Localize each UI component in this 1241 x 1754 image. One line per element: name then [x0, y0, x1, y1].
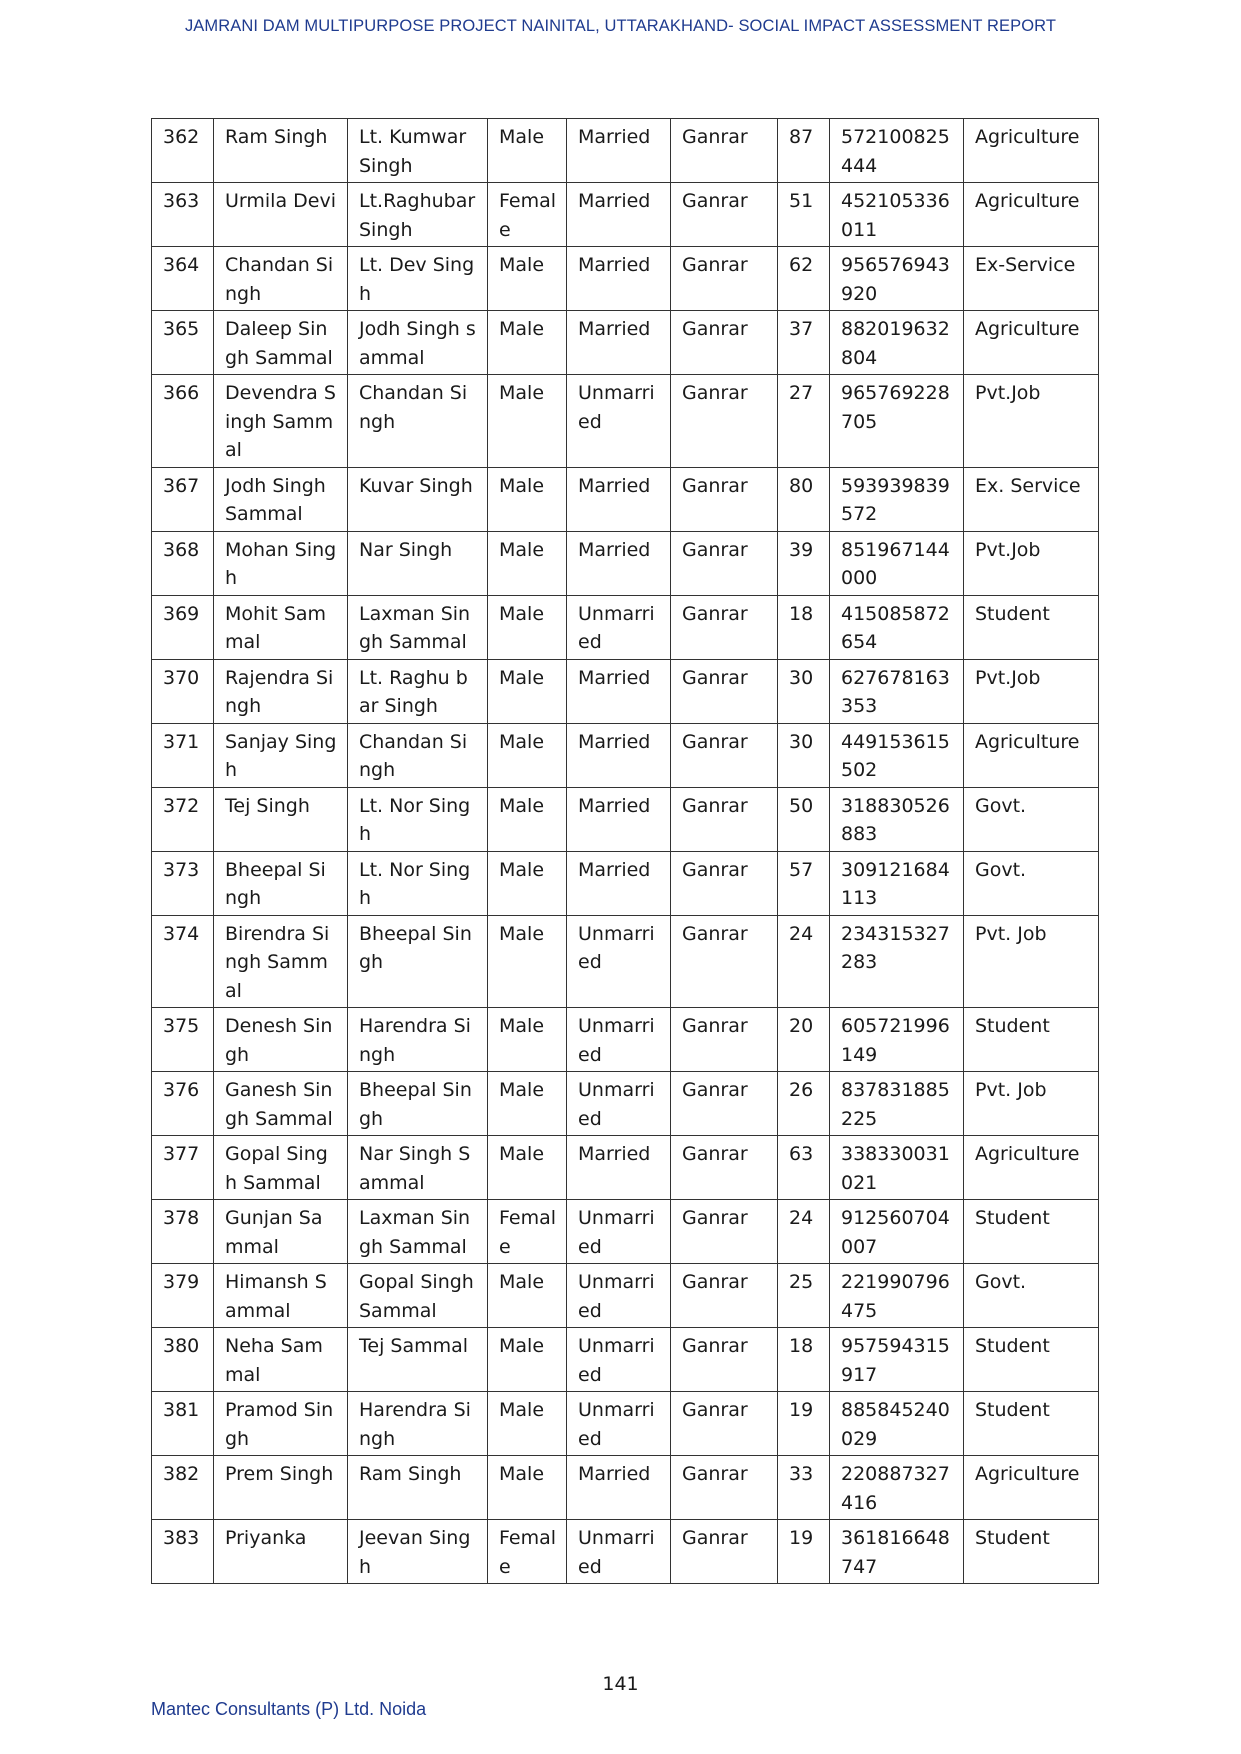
- father-name-cell: Lt. Nor Singh: [348, 851, 488, 915]
- occupation-cell: Agriculture: [964, 183, 1099, 247]
- table-row: [152, 787, 1099, 851]
- serial-number-cell: 368: [152, 531, 214, 595]
- sex-cell: Male: [488, 659, 567, 723]
- name-cell: Himansh Sammal: [214, 1264, 348, 1328]
- occupation-cell: Govt.: [964, 851, 1099, 915]
- father-name-cell: Tej Sammal: [348, 1328, 488, 1392]
- age-cell: 39: [778, 531, 830, 595]
- age-cell: 87: [778, 119, 830, 183]
- table-row: [152, 1392, 1099, 1456]
- age-cell: 62: [778, 247, 830, 311]
- marital-status-cell: Married: [567, 119, 671, 183]
- marital-status-cell: Married: [567, 183, 671, 247]
- father-name-cell: Harendra Singh: [348, 1008, 488, 1072]
- id-number-cell: 837831885225: [830, 1072, 964, 1136]
- id-number-cell: 572100825444: [830, 119, 964, 183]
- sex-cell: Male: [488, 595, 567, 659]
- marital-status-cell: Unmarried: [567, 375, 671, 468]
- occupation-cell: Pvt.Job: [964, 659, 1099, 723]
- serial-number-cell: 362: [152, 119, 214, 183]
- marital-status-cell: Married: [567, 531, 671, 595]
- serial-number-cell: 381: [152, 1392, 214, 1456]
- name-cell: Birendra Singh Sammal: [214, 915, 348, 1008]
- sex-cell: Male: [488, 247, 567, 311]
- father-name-cell: Jodh Singh sammal: [348, 311, 488, 375]
- table-row: [152, 1328, 1099, 1392]
- occupation-cell: Govt.: [964, 787, 1099, 851]
- father-name-cell: Bheepal Singh: [348, 1072, 488, 1136]
- age-cell: 18: [778, 595, 830, 659]
- serial-number-cell: 383: [152, 1520, 214, 1584]
- occupation-cell: Agriculture: [964, 1136, 1099, 1200]
- table-row: [152, 375, 1099, 468]
- occupation-cell: Pvt.Job: [964, 531, 1099, 595]
- marital-status-cell: Unmarried: [567, 1264, 671, 1328]
- occupation-cell: Agriculture: [964, 119, 1099, 183]
- table-row: [152, 247, 1099, 311]
- report-header: JAMRANI DAM MULTIPURPOSE PROJECT NAINITAL, UTTARAKHAND- SOCIAL IMPACT ASSESSMENT REPORT: [184, 17, 1057, 35]
- village-cell: Ganrar: [671, 119, 778, 183]
- father-name-cell: Jeevan Singh: [348, 1520, 488, 1584]
- marital-status-cell: Unmarried: [567, 1072, 671, 1136]
- serial-number-cell: 371: [152, 723, 214, 787]
- table-row: [152, 1520, 1099, 1584]
- serial-number-cell: 377: [152, 1136, 214, 1200]
- occupation-cell: Pvt. Job: [964, 1072, 1099, 1136]
- marital-status-cell: Married: [567, 851, 671, 915]
- village-cell: Ganrar: [671, 1136, 778, 1200]
- age-cell: 30: [778, 723, 830, 787]
- id-number-cell: 449153615502: [830, 723, 964, 787]
- id-number-cell: 234315327283: [830, 915, 964, 1008]
- id-number-cell: 956576943920: [830, 247, 964, 311]
- marital-status-cell: Married: [567, 1136, 671, 1200]
- father-name-cell: Kuvar Singh: [348, 467, 488, 531]
- father-name-cell: Gopal Singh Sammal: [348, 1264, 488, 1328]
- table-row: [152, 723, 1099, 787]
- id-number-cell: 415085872654: [830, 595, 964, 659]
- survey-table-container: [151, 118, 1099, 1584]
- sex-cell: Male: [488, 915, 567, 1008]
- name-cell: Neha Sammal: [214, 1328, 348, 1392]
- table-row: [152, 1008, 1099, 1072]
- village-cell: Ganrar: [671, 1072, 778, 1136]
- age-cell: 19: [778, 1520, 830, 1584]
- name-cell: Sanjay Singh: [214, 723, 348, 787]
- sex-cell: Male: [488, 1072, 567, 1136]
- sex-cell: Male: [488, 787, 567, 851]
- sex-cell: Male: [488, 1264, 567, 1328]
- id-number-cell: 221990796475: [830, 1264, 964, 1328]
- sex-cell: Female: [488, 1520, 567, 1584]
- sex-cell: Male: [488, 1008, 567, 1072]
- age-cell: 80: [778, 467, 830, 531]
- occupation-cell: Student: [964, 595, 1099, 659]
- name-cell: Priyanka: [214, 1520, 348, 1584]
- sex-cell: Male: [488, 375, 567, 468]
- serial-number-cell: 373: [152, 851, 214, 915]
- village-cell: Ganrar: [671, 851, 778, 915]
- age-cell: 33: [778, 1456, 830, 1520]
- village-cell: Ganrar: [671, 467, 778, 531]
- village-cell: Ganrar: [671, 1392, 778, 1456]
- table-row: [152, 1200, 1099, 1264]
- village-cell: Ganrar: [671, 915, 778, 1008]
- sex-cell: Male: [488, 119, 567, 183]
- village-cell: Ganrar: [671, 595, 778, 659]
- name-cell: Daleep Singh Sammal: [214, 311, 348, 375]
- serial-number-cell: 380: [152, 1328, 214, 1392]
- serial-number-cell: 378: [152, 1200, 214, 1264]
- page-number: 141: [602, 1673, 639, 1695]
- serial-number-cell: 376: [152, 1072, 214, 1136]
- sex-cell: Male: [488, 723, 567, 787]
- sex-cell: Male: [488, 311, 567, 375]
- id-number-cell: 593939839572: [830, 467, 964, 531]
- village-cell: Ganrar: [671, 531, 778, 595]
- name-cell: Bheepal Singh: [214, 851, 348, 915]
- occupation-cell: Govt.: [964, 1264, 1099, 1328]
- sex-cell: Female: [488, 183, 567, 247]
- sex-cell: Male: [488, 467, 567, 531]
- serial-number-cell: 379: [152, 1264, 214, 1328]
- occupation-cell: Student: [964, 1392, 1099, 1456]
- id-number-cell: 965769228705: [830, 375, 964, 468]
- age-cell: 37: [778, 311, 830, 375]
- occupation-cell: Agriculture: [964, 723, 1099, 787]
- father-name-cell: Harendra Singh: [348, 1392, 488, 1456]
- age-cell: 51: [778, 183, 830, 247]
- name-cell: Ganesh Singh Sammal: [214, 1072, 348, 1136]
- serial-number-cell: 364: [152, 247, 214, 311]
- sex-cell: Male: [488, 851, 567, 915]
- father-name-cell: Lt. Dev Singh: [348, 247, 488, 311]
- father-name-cell: Nar Singh: [348, 531, 488, 595]
- father-name-cell: Laxman Singh Sammal: [348, 595, 488, 659]
- sex-cell: Male: [488, 1392, 567, 1456]
- father-name-cell: Ram Singh: [348, 1456, 488, 1520]
- marital-status-cell: Unmarried: [567, 915, 671, 1008]
- serial-number-cell: 363: [152, 183, 214, 247]
- occupation-cell: Ex-Service: [964, 247, 1099, 311]
- age-cell: 26: [778, 1072, 830, 1136]
- age-cell: 50: [778, 787, 830, 851]
- village-cell: Ganrar: [671, 1008, 778, 1072]
- id-number-cell: 220887327416: [830, 1456, 964, 1520]
- father-name-cell: Laxman Singh Sammal: [348, 1200, 488, 1264]
- table-row: [152, 119, 1099, 183]
- occupation-cell: Pvt.Job: [964, 375, 1099, 468]
- table-row: [152, 467, 1099, 531]
- table-row: [152, 1264, 1099, 1328]
- father-name-cell: Nar Singh Sammal: [348, 1136, 488, 1200]
- serial-number-cell: 367: [152, 467, 214, 531]
- father-name-cell: Lt.Raghubar Singh: [348, 183, 488, 247]
- father-name-cell: Lt. Kumwar Singh: [348, 119, 488, 183]
- footer-company: Mantec Consultants (P) Ltd. Noida: [151, 1699, 427, 1719]
- table-row: [152, 531, 1099, 595]
- marital-status-cell: Married: [567, 723, 671, 787]
- father-name-cell: Chandan Singh: [348, 375, 488, 468]
- survey-table-body: [152, 119, 1099, 1584]
- village-cell: Ganrar: [671, 723, 778, 787]
- name-cell: Mohan Singh: [214, 531, 348, 595]
- sex-cell: Male: [488, 1136, 567, 1200]
- id-number-cell: 912560704007: [830, 1200, 964, 1264]
- id-number-cell: 627678163353: [830, 659, 964, 723]
- table-row: [152, 915, 1099, 1008]
- id-number-cell: 318830526883: [830, 787, 964, 851]
- father-name-cell: Chandan Singh: [348, 723, 488, 787]
- occupation-cell: Agriculture: [964, 1456, 1099, 1520]
- marital-status-cell: Unmarried: [567, 1328, 671, 1392]
- marital-status-cell: Unmarried: [567, 595, 671, 659]
- village-cell: Ganrar: [671, 659, 778, 723]
- father-name-cell: Lt. Raghu bar Singh: [348, 659, 488, 723]
- father-name-cell: Bheepal Singh: [348, 915, 488, 1008]
- marital-status-cell: Unmarried: [567, 1008, 671, 1072]
- id-number-cell: 338330031021: [830, 1136, 964, 1200]
- serial-number-cell: 370: [152, 659, 214, 723]
- sex-cell: Female: [488, 1200, 567, 1264]
- table-row: [152, 1072, 1099, 1136]
- age-cell: 25: [778, 1264, 830, 1328]
- table-row: [152, 1456, 1099, 1520]
- name-cell: Gunjan Sammal: [214, 1200, 348, 1264]
- age-cell: 27: [778, 375, 830, 468]
- serial-number-cell: 375: [152, 1008, 214, 1072]
- occupation-cell: Pvt. Job: [964, 915, 1099, 1008]
- age-cell: 24: [778, 1200, 830, 1264]
- marital-status-cell: Unmarried: [567, 1520, 671, 1584]
- id-number-cell: 882019632804: [830, 311, 964, 375]
- marital-status-cell: Unmarried: [567, 1200, 671, 1264]
- id-number-cell: 851967144000: [830, 531, 964, 595]
- serial-number-cell: 365: [152, 311, 214, 375]
- id-number-cell: 309121684113: [830, 851, 964, 915]
- table-row: [152, 851, 1099, 915]
- marital-status-cell: Married: [567, 1456, 671, 1520]
- village-cell: Ganrar: [671, 1456, 778, 1520]
- serial-number-cell: 366: [152, 375, 214, 468]
- marital-status-cell: Married: [567, 787, 671, 851]
- age-cell: 19: [778, 1392, 830, 1456]
- occupation-cell: Agriculture: [964, 311, 1099, 375]
- name-cell: Tej Singh: [214, 787, 348, 851]
- age-cell: 57: [778, 851, 830, 915]
- serial-number-cell: 374: [152, 915, 214, 1008]
- marital-status-cell: Married: [567, 659, 671, 723]
- table-row: [152, 659, 1099, 723]
- name-cell: Rajendra Singh: [214, 659, 348, 723]
- sex-cell: Male: [488, 1328, 567, 1392]
- name-cell: Chandan Singh: [214, 247, 348, 311]
- name-cell: Prem Singh: [214, 1456, 348, 1520]
- age-cell: 30: [778, 659, 830, 723]
- survey-table: [151, 118, 1099, 1584]
- name-cell: Urmila Devi: [214, 183, 348, 247]
- marital-status-cell: Married: [567, 467, 671, 531]
- village-cell: Ganrar: [671, 1328, 778, 1392]
- village-cell: Ganrar: [671, 183, 778, 247]
- father-name-cell: Lt. Nor Singh: [348, 787, 488, 851]
- village-cell: Ganrar: [671, 1264, 778, 1328]
- occupation-cell: Student: [964, 1328, 1099, 1392]
- name-cell: Mohit Sammal: [214, 595, 348, 659]
- village-cell: Ganrar: [671, 247, 778, 311]
- village-cell: Ganrar: [671, 375, 778, 468]
- age-cell: 63: [778, 1136, 830, 1200]
- marital-status-cell: Married: [567, 247, 671, 311]
- table-row: [152, 1136, 1099, 1200]
- id-number-cell: 361816648747: [830, 1520, 964, 1584]
- age-cell: 18: [778, 1328, 830, 1392]
- serial-number-cell: 372: [152, 787, 214, 851]
- id-number-cell: 885845240029: [830, 1392, 964, 1456]
- id-number-cell: 957594315917: [830, 1328, 964, 1392]
- table-row: [152, 183, 1099, 247]
- village-cell: Ganrar: [671, 1520, 778, 1584]
- serial-number-cell: 369: [152, 595, 214, 659]
- table-row: [152, 595, 1099, 659]
- marital-status-cell: Married: [567, 311, 671, 375]
- village-cell: Ganrar: [671, 311, 778, 375]
- age-cell: 20: [778, 1008, 830, 1072]
- id-number-cell: 605721996149: [830, 1008, 964, 1072]
- sex-cell: Male: [488, 531, 567, 595]
- occupation-cell: Student: [964, 1200, 1099, 1264]
- sex-cell: Male: [488, 1456, 567, 1520]
- serial-number-cell: 382: [152, 1456, 214, 1520]
- id-number-cell: 452105336011: [830, 183, 964, 247]
- village-cell: Ganrar: [671, 787, 778, 851]
- occupation-cell: Ex. Service: [964, 467, 1099, 531]
- age-cell: 24: [778, 915, 830, 1008]
- occupation-cell: Student: [964, 1008, 1099, 1072]
- village-cell: Ganrar: [671, 1200, 778, 1264]
- marital-status-cell: Unmarried: [567, 1392, 671, 1456]
- name-cell: Jodh Singh Sammal: [214, 467, 348, 531]
- name-cell: Gopal Singh Sammal: [214, 1136, 348, 1200]
- name-cell: Devendra Singh Sammal: [214, 375, 348, 468]
- table-row: [152, 311, 1099, 375]
- name-cell: Ram Singh: [214, 119, 348, 183]
- name-cell: Pramod Singh: [214, 1392, 348, 1456]
- occupation-cell: Student: [964, 1520, 1099, 1584]
- name-cell: Denesh Singh: [214, 1008, 348, 1072]
